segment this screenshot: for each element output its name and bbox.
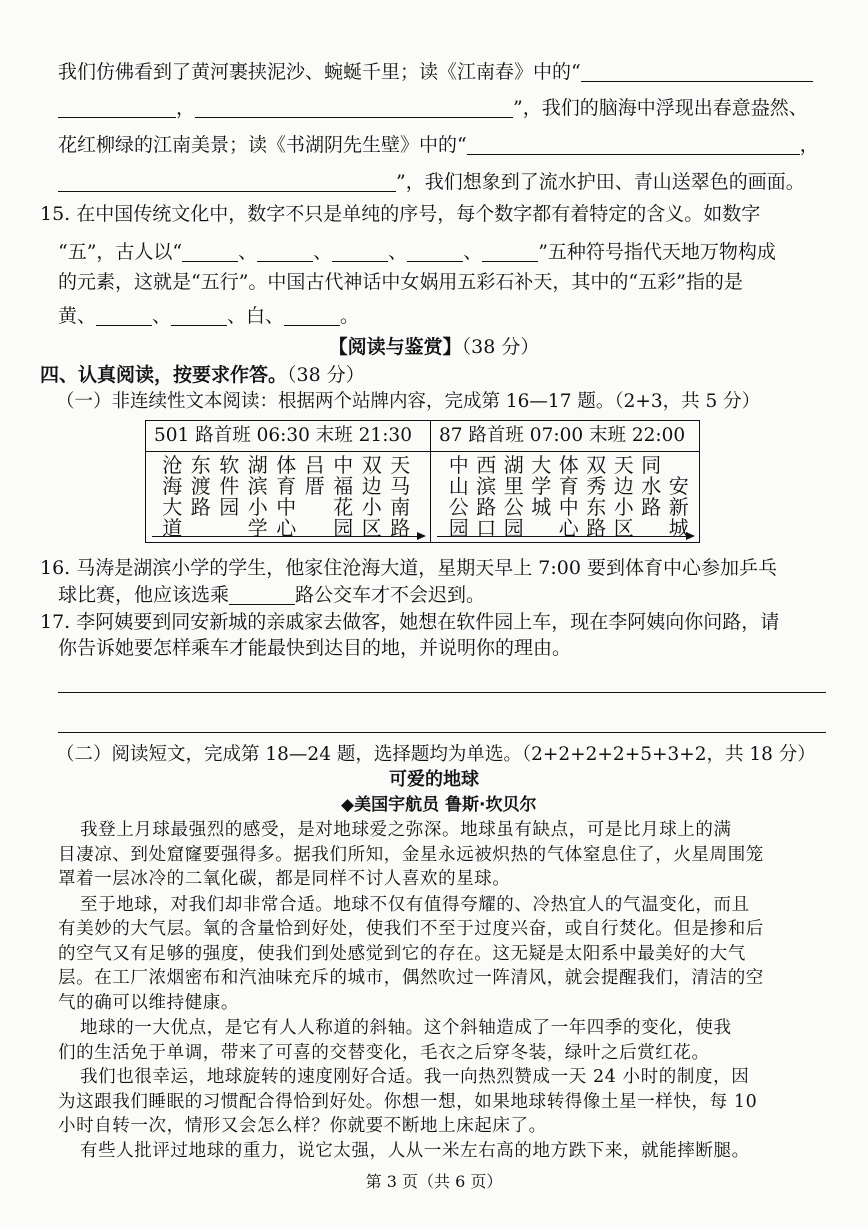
article-line: 我们也很幸运，地球旋转的速度刚好合适。我一向热烈赞成一天 24 小时的制度，因	[80, 1067, 750, 1087]
station-char: 海	[162, 474, 183, 498]
station-char: 渡	[190, 474, 211, 498]
station-char: 区	[361, 516, 382, 540]
q15-text: 、白、	[227, 305, 285, 327]
route-501-stations	[158, 455, 415, 539]
q14-answer-blank[interactable]	[581, 61, 813, 82]
article-line: 气的确可以维持健康。	[58, 993, 239, 1013]
station-char: 双	[586, 453, 607, 477]
station-name	[555, 455, 583, 539]
station-char: 东	[190, 453, 211, 477]
station-char	[676, 455, 682, 476]
station-char	[312, 497, 318, 518]
station-char: 边	[613, 474, 634, 498]
route-87-header: 87 路首班 07:00 末班 22:00	[439, 425, 686, 446]
station-char: 山	[448, 474, 469, 498]
article-title: 可爱的地球	[389, 769, 479, 790]
part4-heading	[40, 363, 365, 387]
station-char: 新	[668, 495, 689, 519]
route-87-stations	[445, 455, 693, 539]
article-line: 有美妙的大气层。氧的含量恰到好处，使我们不至于过度兴奋，或自行焚化。但是掺和后	[58, 919, 764, 939]
bus-station-signs	[145, 420, 700, 543]
station-char: 城	[531, 495, 552, 519]
station-char: 吕	[304, 453, 325, 477]
station-char: 小	[247, 495, 268, 519]
q14-answer-blank[interactable]	[58, 97, 176, 118]
q15-line-3: 的元素，这就是“五行”。中国古代神话中女娲用五彩石补天，其中的“五彩”指的是	[58, 271, 743, 293]
station-char: 天	[390, 453, 411, 477]
station-char: 园	[219, 495, 240, 519]
q17-line-2: 你告诉她要怎样乘车才能最快到达目的地，并说明你的理由。	[58, 637, 572, 659]
station-char: 件	[219, 474, 240, 498]
station-char: 大	[162, 495, 183, 519]
station-char: 花	[333, 495, 354, 519]
article-line: 小时自转一次，情形又会怎么样？你就要不断地上床起床了。	[58, 1116, 547, 1136]
station-char: 园	[503, 516, 524, 540]
article-line: 的空气又有足够的强度，使我们到处感觉到它的存在。这无疑是太阳系中最美好的大气	[58, 944, 746, 964]
q17-answer-line[interactable]	[58, 732, 826, 733]
station-char: 体	[558, 453, 579, 477]
station-char: 软	[219, 453, 240, 477]
station-char: 育	[276, 474, 297, 498]
article-line: 层。在工厂浓烟密布和汽油味充斥的城市，偶然吹过一阵清风，就会提醒我们，清洁的空	[58, 968, 764, 988]
q15-answer-blank[interactable]	[407, 241, 463, 262]
station-char: 小	[361, 495, 382, 519]
station-name	[158, 455, 187, 539]
section-score: （38 分）	[461, 336, 540, 358]
q14-text: ，	[176, 97, 196, 119]
station-char: 口	[476, 516, 497, 540]
station-char: 湖	[247, 453, 268, 477]
station-name	[638, 455, 666, 539]
part4-1-score: （2+3，共 5 分）	[614, 391, 761, 412]
station-char: 小	[613, 495, 634, 519]
station-char: 中	[448, 453, 469, 477]
q15-answer-blank[interactable]	[257, 241, 313, 262]
q15-line-1: 15. 在中国传统文化中，数字不只是单纯的序号，每个数字都有着特定的含义。如数字	[40, 203, 761, 225]
station-char: 城	[668, 516, 689, 540]
station-char: 路	[190, 495, 211, 519]
q15-answer-blank[interactable]	[482, 241, 538, 262]
station-char: 路	[476, 495, 497, 519]
station-char: 体	[276, 453, 297, 477]
q17-line-1: 17. 李阿姨要到同安新城的亲戚家去做客，她想在软件园上车，现在李阿姨向你问路，请	[40, 611, 780, 633]
q16-line-1: 16. 马涛是湖滨小学的学生，他家住沧海大道，星期天早上 7:00 要到体育中心参加乒乓	[40, 557, 778, 579]
station-name	[610, 455, 638, 539]
sign-route-501	[146, 421, 431, 542]
q15-line-4	[58, 304, 359, 328]
q15-sep: 、	[152, 305, 172, 327]
station-char: 双	[361, 453, 382, 477]
station-name	[500, 455, 528, 539]
q15-answer-blank[interactable]	[182, 241, 238, 262]
q16-line-2	[58, 583, 485, 607]
article-line: 目凄凉、到处窟窿要强得多。据我们所知，金星永远被炽热的气体窒息住了，火星周围笼	[58, 845, 764, 865]
q15-text: 。	[340, 305, 360, 327]
q15-answer-blank[interactable]	[332, 241, 388, 262]
station-char: 路	[390, 516, 411, 540]
q14-answer-blank[interactable]	[58, 171, 396, 192]
station-name	[665, 455, 693, 539]
station-name	[528, 455, 556, 539]
station-char: 同	[641, 453, 662, 477]
station-name	[445, 455, 473, 539]
q14-text: ，	[799, 134, 819, 156]
station-char: 马	[390, 474, 411, 498]
part4-1-title: （一）非连续性文本阅读：根据两个站牌内容，完成第 16—17 题。	[56, 391, 615, 412]
q15-answer-blank[interactable]	[171, 305, 227, 326]
station-char: 湖	[503, 453, 524, 477]
q14-line-3	[58, 133, 819, 157]
q15-text: 黄、	[58, 305, 97, 327]
station-char: 福	[333, 474, 354, 498]
station-char: 学	[531, 474, 552, 498]
station-char: 道	[162, 516, 183, 540]
station-char: 边	[361, 474, 382, 498]
article-line: 罩着一层冰冷的二氧化碳，都是同样不讨人喜欢的星球。	[58, 869, 511, 889]
route-501-header: 501 路首班 06:30 末班 21:30	[154, 425, 412, 446]
part4-2-title: （二）阅读短文，完成第 18—24 题，选择题均为单选。	[56, 744, 522, 765]
station-name	[473, 455, 501, 539]
article-author: ◆美国宇航员 鲁斯·坎贝尔	[341, 795, 537, 815]
station-name	[386, 455, 415, 539]
q17-answer-line[interactable]	[58, 692, 826, 693]
article-line: 们的生活免于单调，带来了可喜的交替变化，毛衣之后穿冬装，绿叶之后赏红花。	[58, 1043, 710, 1063]
station-char: 心	[558, 516, 579, 540]
q16-answer-blank[interactable]	[229, 584, 295, 605]
article-line: 我登上月球最强烈的感受，是对地球爱之弥深。地球虽有缺点，可是比月球上的满	[80, 820, 732, 840]
sign-divider	[146, 451, 430, 452]
station-name	[358, 455, 387, 539]
q15-sep: 、	[388, 241, 408, 263]
station-name	[301, 455, 330, 539]
station-char: 中	[558, 495, 579, 519]
direction-arrow-icon	[437, 536, 693, 537]
station-char: 天	[613, 453, 634, 477]
article-line: 地球的一大优点，是它有人人称道的斜轴。这个斜轴造成了一年四季的变化，使我	[80, 1018, 732, 1038]
station-char: 中	[276, 495, 297, 519]
station-char: 西	[476, 453, 497, 477]
station-char: 公	[503, 495, 524, 519]
station-char: 路	[641, 495, 662, 519]
part4-2-score: （2+2+2+2+5+3+2，共 18 分）	[521, 744, 816, 765]
article-line: 有些人批评过地球的重力，说它太强，人从一米左右高的地方跌下来，就能摔断腿。	[80, 1141, 750, 1161]
station-char: 中	[333, 453, 354, 477]
q14-answer-blank[interactable]	[195, 97, 513, 118]
station-name	[583, 455, 611, 539]
q14-text: ”，我们的脑海中浮现出春意盎然、	[513, 97, 808, 119]
q14-text: 我们仿佛看到了黄河裹挟泥沙、蜿蜒千里；读《江南春》中的“	[58, 61, 581, 83]
sign-route-87	[431, 421, 699, 542]
station-char: 育	[558, 474, 579, 498]
q14-line-4	[58, 170, 805, 194]
station-char: 路	[586, 516, 607, 540]
sign-divider	[431, 451, 699, 452]
q14-line-1	[58, 60, 813, 84]
part4-2-heading	[56, 743, 816, 767]
station-char: 公	[448, 495, 469, 519]
station-name	[244, 455, 273, 539]
station-char: 东	[586, 495, 607, 519]
part4-1-heading	[56, 390, 760, 414]
station-char: 园	[333, 516, 354, 540]
station-char: 滨	[476, 474, 497, 498]
station-char: 园	[448, 516, 469, 540]
q15-sep: 、	[313, 241, 333, 263]
station-char: 秀	[586, 474, 607, 498]
q15-line-2	[58, 240, 776, 264]
q15-text: ”五种符号指代天地万物构成	[538, 241, 776, 263]
station-char: 心	[276, 516, 297, 540]
q14-line-2	[58, 96, 808, 120]
direction-arrow-icon	[152, 536, 424, 537]
q16-text: 路公交车才不会迟到。	[295, 584, 486, 606]
part4-title: 四、认真阅读，按要求作答。	[40, 364, 288, 386]
station-name	[272, 455, 301, 539]
q14-answer-blank[interactable]	[467, 134, 800, 155]
q16-text: 球比赛，他应该选乘	[58, 584, 230, 606]
q15-sep: 、	[463, 241, 483, 263]
section-title: 【阅读与鉴赏】	[328, 336, 462, 358]
q15-answer-blank[interactable]	[96, 305, 152, 326]
station-name	[187, 455, 216, 539]
station-name	[215, 455, 244, 539]
station-char: 安	[668, 474, 689, 498]
station-char: 水	[641, 474, 662, 498]
station-char: 南	[390, 495, 411, 519]
q14-text: 花红柳绿的江南美景；读《书湖阴先生壁》中的“	[58, 134, 467, 156]
article-line: 为这跟我们睡眠的习惯配合得恰到好处。你想一想，如果地球转得像土星一样快，每 10	[58, 1092, 758, 1112]
q15-sep: 、	[238, 241, 258, 263]
q15-answer-blank[interactable]	[284, 305, 340, 326]
q15-text: “五”，古人以“	[58, 241, 183, 263]
station-char: 滨	[247, 474, 268, 498]
station-char: 大	[531, 453, 552, 477]
section-reading-heading	[0, 335, 868, 359]
station-char: 区	[613, 516, 634, 540]
station-char: 学	[247, 516, 268, 540]
station-name	[329, 455, 358, 539]
part4-score: （38 分）	[287, 364, 365, 386]
station-char: 里	[503, 474, 524, 498]
station-char: 厝	[304, 474, 325, 498]
page-footer: 第 3 页（共 6 页）	[365, 1172, 503, 1191]
q14-text: ”，我们想象到了流水护田、青山送翠色的画面。	[396, 171, 805, 193]
station-char: 沧	[162, 453, 183, 477]
article-line: 至于地球，对我们却非常合适。地球不仅有值得夸耀的、冷热宜人的气温变化，而且	[80, 895, 750, 915]
